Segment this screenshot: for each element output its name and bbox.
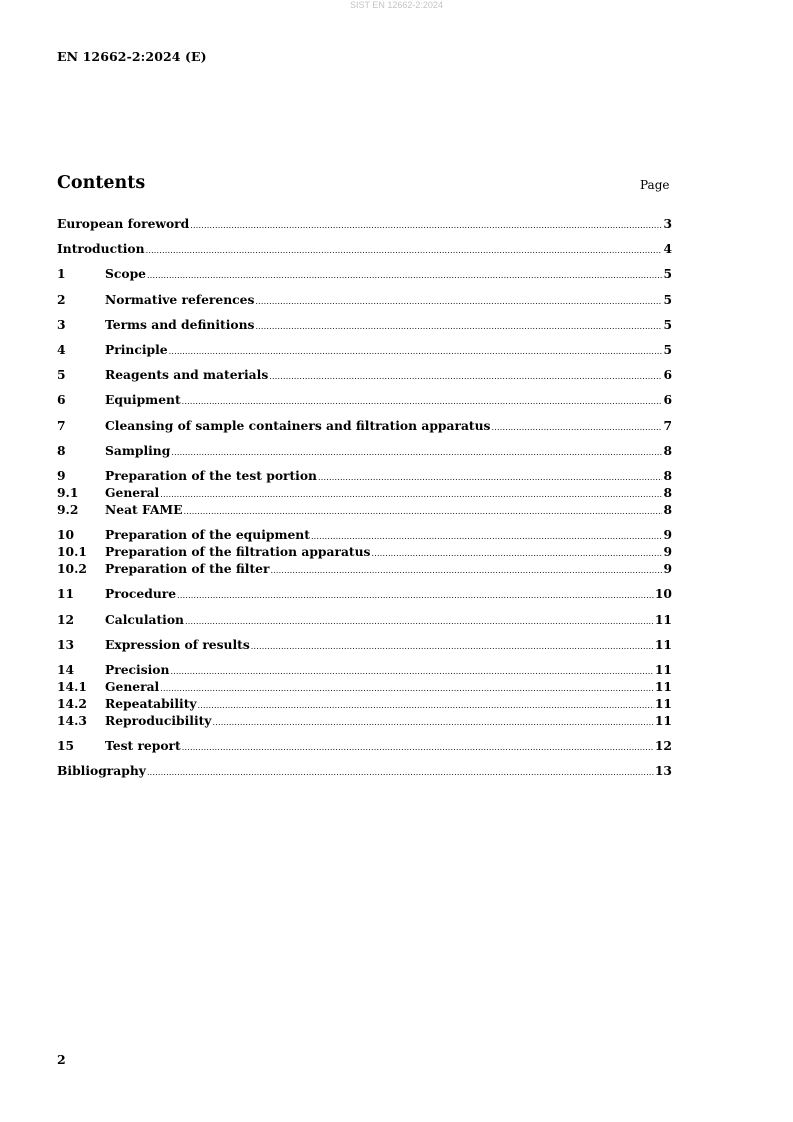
toc-entry-page: 5: [663, 291, 672, 307]
toc-entry[interactable]: [57, 678, 672, 695]
document-id: EN 12662-2:2024 (E): [57, 49, 207, 64]
toc-entry[interactable]: [57, 417, 672, 434]
toc-dot-leader: [169, 343, 663, 360]
toc-entry-title: Expression of results: [105, 636, 250, 652]
toc-entry-number: 12: [57, 611, 75, 627]
toc-dot-leader: [182, 739, 654, 756]
toc-entry[interactable]: [57, 366, 672, 383]
toc-dot-leader: [270, 562, 662, 579]
toc-entry-page: 9: [663, 527, 672, 543]
toc-entry[interactable]: [57, 467, 672, 484]
toc-dot-leader: [255, 318, 662, 335]
toc-dot-leader: [190, 217, 662, 234]
toc-entry-page: 6: [663, 367, 672, 383]
contents-title: Contents: [57, 173, 146, 193]
toc-entry[interactable]: [57, 661, 672, 678]
toc-entry-page: 8: [663, 502, 672, 517]
toc-entry-page: 11: [654, 679, 672, 694]
toc-entry-title: Sampling: [105, 442, 171, 458]
toc-entry-number: 13: [57, 636, 75, 652]
toc-entry-title: Equipment: [105, 392, 181, 408]
toc-entry-title: Preparation of the equipment: [105, 527, 310, 543]
toc-entry-title: Preparation of the filtration apparatus: [105, 544, 371, 560]
toc-entry-title: Procedure: [105, 586, 177, 602]
toc-entry-title: Reagents and materials: [105, 367, 269, 383]
toc-entry-number: 1: [57, 266, 66, 282]
toc-entry-number: 11: [57, 586, 75, 602]
toc-entry[interactable]: [57, 585, 672, 602]
toc-entry-page: 9: [663, 544, 672, 560]
toc-entry-page: 4: [663, 241, 672, 257]
toc-entry-page: 11: [654, 611, 672, 627]
toc-dot-leader: [185, 613, 654, 630]
toc-entry-page: 5: [663, 316, 672, 332]
toc-entry[interactable]: [57, 291, 672, 308]
toc-entry-number: 8: [57, 442, 66, 458]
toc-entry[interactable]: [57, 316, 672, 333]
toc-entry-title: Precision: [105, 662, 170, 677]
toc-entry-number: 14.1: [57, 679, 87, 694]
toc-entry-number: 14.2: [57, 696, 87, 711]
page-number: 2: [57, 1052, 66, 1067]
toc-entry-number: 14: [57, 662, 75, 677]
toc-entry-title: Repeatability: [105, 696, 197, 711]
toc-dot-leader: [147, 267, 662, 284]
toc-entry[interactable]: [57, 501, 672, 518]
toc-entry-number: 3: [57, 316, 66, 332]
toc-dot-leader: [212, 714, 653, 731]
toc-entry-page: 10: [654, 586, 672, 602]
toc-entry-title: General: [105, 679, 160, 694]
toc-entry-page: 3: [663, 216, 672, 231]
toc-entry-number: 15: [57, 738, 75, 754]
toc-entry[interactable]: [57, 484, 672, 501]
toc-entry-page: 8: [663, 485, 672, 500]
toc-entry-number: 10.2: [57, 561, 87, 577]
toc-entry-number: 9.1: [57, 485, 79, 500]
toc-entry-page: 11: [654, 713, 672, 728]
toc-dot-leader: [177, 587, 654, 604]
toc-entry[interactable]: [57, 611, 672, 628]
toc-entry-number: 4: [57, 342, 66, 357]
toc-entry[interactable]: [57, 240, 672, 257]
toc-dot-leader: [255, 293, 662, 310]
toc-entry-number: 10.1: [57, 544, 87, 560]
toc-entry-page: 11: [654, 696, 672, 711]
toc-entry[interactable]: [57, 712, 672, 729]
toc-entry-number: 14.3: [57, 713, 87, 728]
toc-entry[interactable]: [57, 215, 672, 232]
toc-dot-leader: [269, 368, 662, 385]
toc-entry-title: Preparation of the filter: [105, 561, 270, 577]
toc-entry-number: 7: [57, 417, 66, 433]
toc-entry-page: 9: [663, 561, 672, 577]
toc-entry[interactable]: [57, 265, 672, 282]
toc-dot-leader: [147, 764, 654, 781]
toc-entry-number: 6: [57, 392, 66, 408]
toc-entry-title: Principle: [105, 342, 168, 357]
toc-entry-page: 12: [654, 738, 672, 754]
toc-dot-leader: [491, 419, 662, 436]
toc-entry[interactable]: [57, 762, 672, 779]
toc-entry-page: 8: [663, 442, 672, 458]
toc-entry-title: Reproducibility: [105, 713, 212, 728]
toc-entry-title: Cleansing of sample containers and filtration apparatus: [105, 417, 491, 433]
toc-entry-title: Normative references: [105, 291, 255, 307]
toc-entry[interactable]: [57, 442, 672, 459]
toc-entry-title: European foreword: [57, 216, 190, 231]
toc-entry[interactable]: [57, 737, 672, 754]
toc-entry-number: 5: [57, 367, 66, 383]
toc-dot-leader: [184, 503, 663, 520]
toc-entry-title: Introduction: [57, 241, 145, 257]
toc-entry-page: 5: [663, 266, 672, 282]
toc-entry[interactable]: [57, 391, 672, 408]
toc-entry[interactable]: [57, 560, 672, 577]
toc-dot-leader: [251, 638, 654, 655]
toc-entry-title: Terms and definitions: [105, 316, 255, 332]
toc-entry-page: 6: [663, 392, 672, 408]
toc-entry-page: 8: [663, 468, 672, 483]
toc-entry-page: 11: [654, 662, 672, 677]
toc-entry-title: General: [105, 485, 160, 500]
toc-entry[interactable]: [57, 695, 672, 712]
toc-entry[interactable]: [57, 636, 672, 653]
toc-entry-title: Preparation of the test portion: [105, 468, 317, 483]
toc-entry-page: 13: [654, 763, 672, 779]
toc-entry-number: 2: [57, 291, 66, 307]
toc-entry-title: Bibliography: [57, 763, 146, 779]
toc-entry-number: 9.2: [57, 502, 79, 517]
toc-dot-leader: [182, 393, 663, 410]
page-column-heading: Page: [640, 178, 670, 192]
toc-dot-leader: [171, 444, 662, 461]
toc-entry-title: Calculation: [105, 611, 184, 627]
toc-entry[interactable]: [57, 543, 672, 560]
toc-entry-page: 5: [663, 342, 672, 357]
toc-dot-leader: [146, 242, 663, 259]
toc-entry-title: Neat FAME: [105, 502, 183, 517]
toc-entry[interactable]: [57, 341, 672, 358]
toc-entry-title: Scope: [105, 266, 146, 282]
toc-entry[interactable]: [57, 526, 672, 543]
toc-entry-page: 7: [663, 417, 672, 433]
toc-entry-number: 10: [57, 527, 75, 543]
toc-entry-title: Test report: [105, 738, 181, 754]
watermark: SIST EN 12662-2:2024: [350, 0, 443, 10]
toc-entry-number: 9: [57, 468, 66, 483]
toc-entry-page: 11: [654, 636, 672, 652]
